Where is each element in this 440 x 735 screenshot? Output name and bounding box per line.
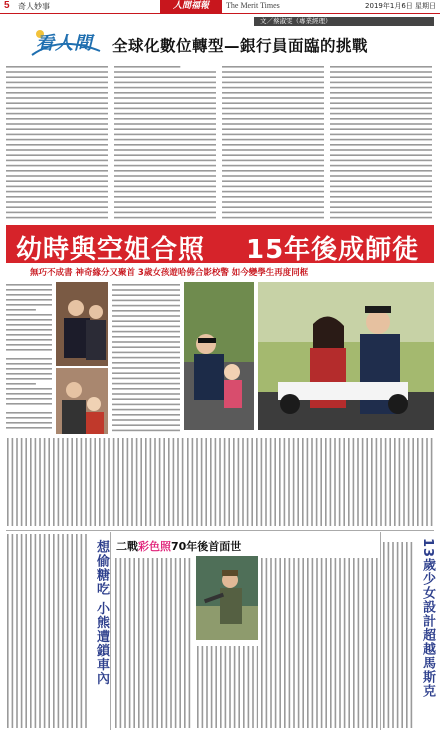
article-2-body-text-2 [6,436,186,528]
article-3-headline-prefix: 二戰 [116,540,138,553]
flight-attendant-photo-2 [56,368,108,434]
article-2-headline-part-2: 15年後成師徒 [246,235,420,265]
article-3-body-text-3 [196,644,258,730]
masthead [0,0,440,14]
article-2-deck: 無巧不成書 神奇緣分又聚首 3歲女孩遊哈佛合影校警 如今變學生再度同框 [30,268,309,278]
column-divider [380,532,381,730]
article-2-photo-credit [6,410,54,432]
article-5-headline [418,538,437,698]
article-2-side-caption [6,282,54,352]
article-3-headline-highlight: 彩色照 [138,540,171,553]
article-2-banner [6,225,434,263]
article-3-body-text-1 [114,556,194,730]
article-4-headline: 想偷糖吃 小熊遭鎖車內 [94,540,109,686]
column-divider [110,532,111,730]
article-2-left-text [6,356,54,406]
article-2-body-text-3 [186,436,434,528]
column-logo-text: 看人間 [36,33,93,54]
article-1-headline: 全球化數位轉型—銀行員面臨的挑戰 [112,37,369,55]
article-2-body-text-1 [112,282,182,432]
article-2-headline-part-1: 幼時與空姐合照 [16,235,206,265]
column-logo [30,25,102,61]
article-5-headline-part-2: 設計超越馬斯克 [420,600,435,699]
section-name: 奇人妙事 [18,2,50,11]
ww2-color-photo [196,556,258,640]
flight-attendant-photo-1 [56,282,108,366]
section-divider [6,530,434,531]
harvard-2018-photo [258,282,434,430]
paper-logo: 人間福報 [160,0,222,13]
article-1-body-text [6,64,434,222]
article-5-body-text [382,540,416,730]
page-number: 5 [4,0,10,11]
publication-date: 2019年1月6日 星期日 [365,2,436,10]
article-5-headline-part-1: 13歲少女 [420,538,435,601]
article-4-body-text [6,532,90,730]
paper-name-en: The Merit Times [226,1,280,10]
article-3-headline-suffix: 70年後首面世 [171,540,242,553]
article-3-headline [116,538,241,554]
article-3-body-text-2 [260,556,380,730]
article-1-byline: 文／蔡淑雯（專業經理） [254,17,434,26]
harvard-2003-photo [184,282,254,430]
